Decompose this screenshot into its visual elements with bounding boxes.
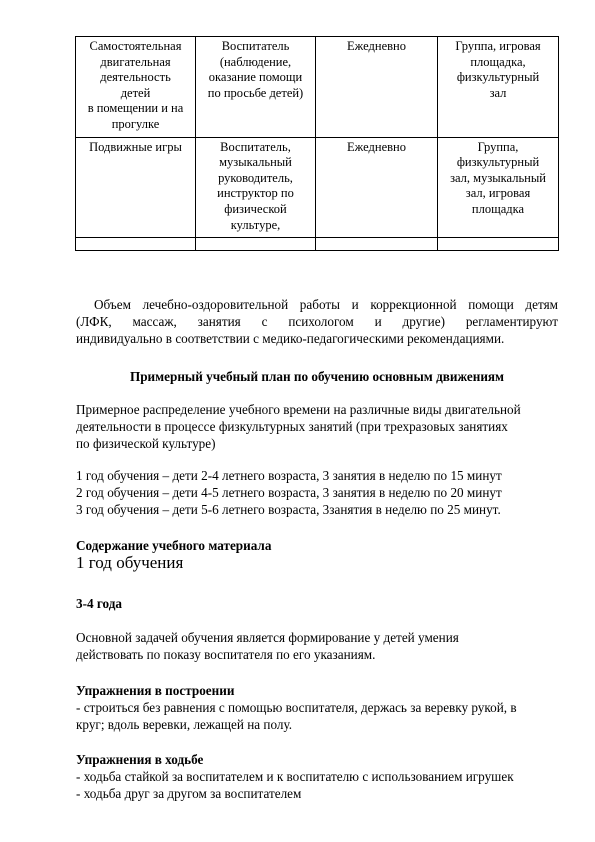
year-item: 1 год обучения – дети 2-4 летнего возраста, 3 занятия в неделю по 15 минут [76, 468, 502, 483]
place-cell: Группа, физкультурный зал, музыкальный зал, игровая площадка [438, 137, 559, 238]
empty-cell [316, 238, 438, 251]
walking-list [76, 768, 558, 802]
responsible-cell: Воспитатель, музыкальный руководитель, инструктор по физической культуре, [196, 137, 316, 238]
walking-heading: Упражнения в ходьбе [76, 752, 204, 767]
activity-cell: Подвижные игры [76, 137, 196, 238]
year-one-heading: 1 год обучения [76, 553, 184, 572]
year-item: 2 год обучения – дети 4-5 летнего возраста, 3 занятия в неделю по 20 минут [76, 485, 502, 500]
year-item: 3 год обучения – дети 5-6 летнего возраста, 3занятия в неделю по 25 минут. [76, 502, 501, 517]
list-item: - строиться без равнения с помощью воспитателя, держась за веревку рукой, в [76, 700, 517, 715]
table-row [76, 37, 559, 138]
distribution-paragraph: Примерное распределение учебного времени на различные виды двигательной деятельности в процессе физкультурных занятий (при трехразовых занятиях по физической культуре) [76, 402, 521, 451]
empty-cell [196, 238, 316, 251]
place-cell: Группа, игровая площадка, физкультурный зал [438, 37, 559, 138]
plan-heading: Примерный учебный план по обучению основным движениям [129, 369, 505, 384]
list-item: круг; вдоль веревки, лежащей на полу. [76, 717, 293, 732]
volume-paragraph: Объем лечебно-оздоровительной работы и коррекционной помощи детям (ЛФК, массаж, занятия с психологом и другие) регламентируют индивидуально в соответствии с медико-педагогическими рекомендациями. [76, 297, 558, 346]
empty-cell [438, 238, 559, 251]
formation-list [76, 699, 558, 733]
age-heading: 3-4 года [76, 596, 123, 611]
activity-cell: Самостоятельная двигательная деятельность детей в помещении и на прогулке [76, 37, 196, 138]
empty-cell [76, 238, 196, 251]
list-item: - ходьба стайкой за воспитателем и к воспитателю с использованием игрушек [76, 769, 514, 784]
frequency-cell: Ежедневно [316, 37, 438, 138]
table-row [76, 137, 559, 238]
formation-heading: Упражнения в построении [76, 683, 235, 698]
content-heading: Содержание учебного материала [76, 538, 272, 553]
responsible-cell: Воспитатель (наблюдение, оказание помощи по просьбе детей) [196, 37, 316, 138]
task-paragraph: Основной задачей обучения является формирование у детей умения действовать по показу воспитателя по его указаниям. [76, 630, 459, 662]
empty-table-row [76, 238, 559, 251]
years-list [76, 467, 558, 518]
list-item: - ходьба друг за другом за воспитателем [76, 786, 302, 801]
activity-schedule-table [75, 36, 559, 251]
frequency-cell: Ежедневно [316, 137, 438, 238]
